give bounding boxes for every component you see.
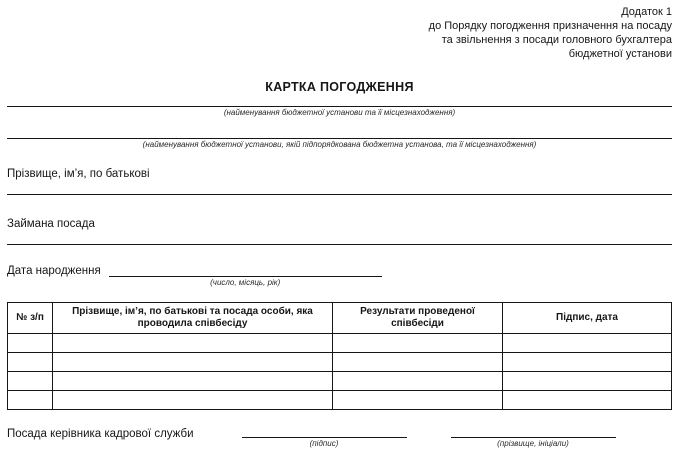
col-header-results: Результати проведеної співбесіди bbox=[333, 303, 503, 334]
footer-signature-row bbox=[7, 427, 672, 449]
full-name-blank-line bbox=[7, 194, 672, 195]
name-initials-blank-line bbox=[451, 427, 616, 438]
cell-signature bbox=[503, 353, 672, 372]
birth-date-row bbox=[7, 264, 672, 288]
full-name-label: Прізвище, ім’я, по батькові bbox=[7, 168, 150, 180]
cell-interviewer bbox=[53, 334, 333, 353]
cell-number bbox=[8, 334, 53, 353]
signature-caption: (підпис) bbox=[309, 439, 339, 448]
cell-interviewer bbox=[53, 391, 333, 410]
table-body bbox=[8, 334, 672, 410]
name-initials-blank bbox=[451, 427, 616, 449]
parent-institution-caption: (найменування бюджетної установи, якій підпорядкована бюджетна установа, та її місцезнаходження) bbox=[142, 140, 537, 149]
appendix-line: та звільнення з посади головного бухгалтера bbox=[441, 34, 672, 46]
table-row bbox=[8, 353, 672, 372]
cell-results bbox=[333, 334, 503, 353]
col-header-number: № з/п bbox=[8, 303, 53, 334]
birth-date-blank-line bbox=[109, 264, 382, 277]
document-page bbox=[7, 0, 672, 449]
cell-number bbox=[8, 353, 53, 372]
cell-interviewer bbox=[53, 372, 333, 391]
cell-number bbox=[8, 372, 53, 391]
interview-table bbox=[7, 302, 672, 410]
signature-blank bbox=[242, 427, 407, 449]
table-row bbox=[8, 372, 672, 391]
hr-head-position-label: Посада керівника кадрової служби bbox=[7, 428, 194, 440]
cell-number bbox=[8, 391, 53, 410]
cell-results bbox=[333, 391, 503, 410]
table-header-row bbox=[8, 303, 672, 334]
position-blank-line bbox=[7, 244, 672, 245]
table-row bbox=[8, 334, 672, 353]
birth-date-caption: (число, місяць, рік) bbox=[210, 278, 281, 287]
name-initials-caption: (прізвище, ініціали) bbox=[497, 439, 569, 448]
col-header-interviewer: Прізвище, ім’я, по батькові та посада особи, яка проводила співбесіду bbox=[53, 303, 333, 334]
signature-blank-line bbox=[242, 427, 407, 438]
appendix-reference bbox=[7, 0, 672, 61]
birth-date-label: Дата народження bbox=[7, 265, 101, 277]
document-title: КАРТКА ПОГОДЖЕННЯ bbox=[265, 80, 414, 94]
cell-results bbox=[333, 372, 503, 391]
birth-date-blank bbox=[109, 264, 382, 288]
table-row bbox=[8, 391, 672, 410]
cell-signature bbox=[503, 334, 672, 353]
col-header-signature: Підпис, дата bbox=[503, 303, 672, 334]
cell-signature bbox=[503, 372, 672, 391]
appendix-line: бюджетної установи bbox=[568, 48, 672, 60]
institution-caption: (найменування бюджетної установи та її місцезнаходження) bbox=[223, 108, 456, 117]
position-label: Займана посада bbox=[7, 218, 95, 230]
cell-results bbox=[333, 353, 503, 372]
cell-signature bbox=[503, 391, 672, 410]
cell-interviewer bbox=[53, 353, 333, 372]
appendix-line: Додаток 1 bbox=[621, 6, 672, 18]
appendix-line: до Порядку погодження призначення на посаду bbox=[428, 20, 672, 32]
